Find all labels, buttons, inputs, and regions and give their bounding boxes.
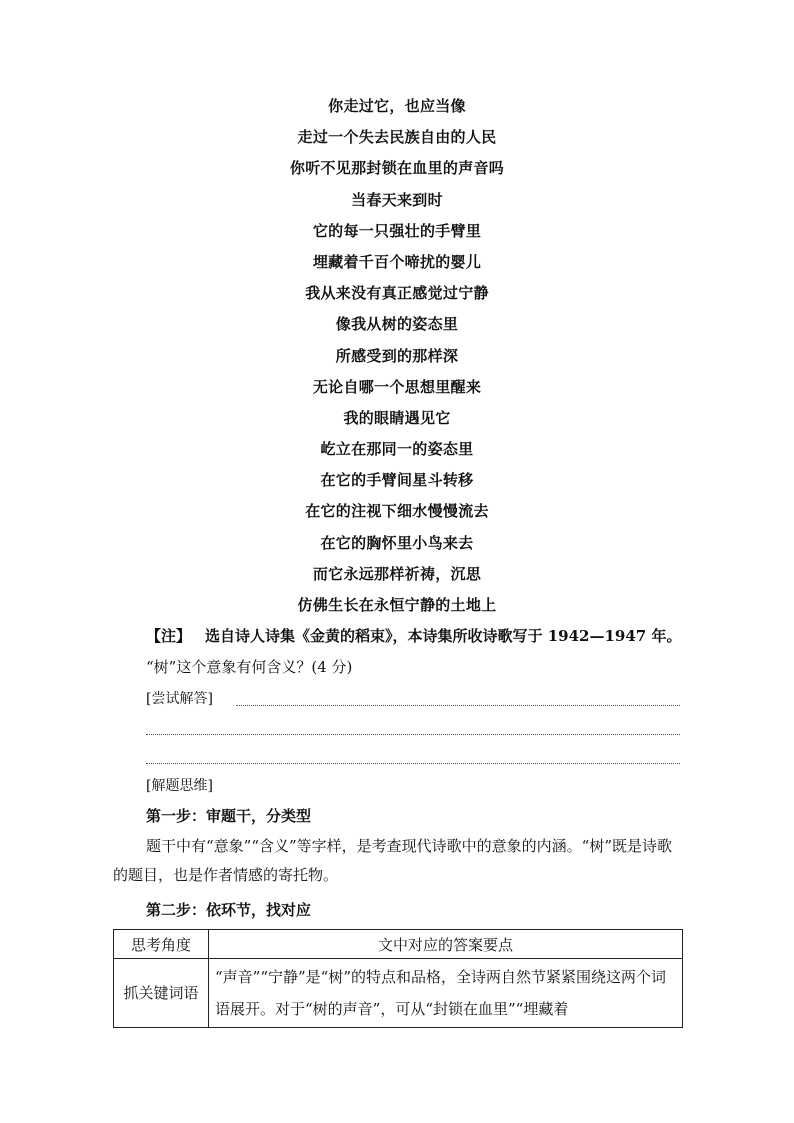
poem-line: 而它永远那样祈祷，沉思 — [312, 564, 482, 583]
table-cell-point: “声音”“宁静”是“树”的特点和品格，全诗两自然节紧紧围绕这两个词语展开。对于“树的声音”，可从“封锁在血里”“埋藏着 — [209, 959, 683, 1028]
poem — [0, 92, 794, 622]
poem-line: 在它的注视下细水慢慢流去 — [305, 502, 489, 521]
answer-line[interactable] — [146, 763, 680, 764]
step-one-body — [113, 832, 683, 890]
poem-line: 走过一个失去民族自由的人民 — [297, 128, 497, 147]
answer-table — [113, 929, 683, 1028]
note-text: 选自诗人诗集《金黄的稻束》，本诗集所收诗歌写于 1942—1947 年。 — [205, 627, 682, 645]
poem-note — [146, 626, 706, 646]
poem-line: 所感受到的那样深 — [335, 346, 459, 365]
table-header-point: 文中对应的答案要点 — [209, 930, 683, 959]
poem-line: 在它的胸怀里小鸟来去 — [320, 533, 474, 552]
thinking-label: [解题思维] — [146, 778, 213, 794]
poem-line: 仿佛生长在永恒宁静的土地上 — [297, 596, 497, 614]
poem-line: 你听不见那封锁在血里的声音吗 — [289, 159, 505, 178]
poem-line: 它的每一只强壮的手臂里 — [312, 221, 482, 240]
try-answer-label: [尝试解答] — [146, 691, 213, 707]
table-cell-angle: 抓关键词语 — [114, 959, 209, 1028]
answer-line[interactable] — [146, 734, 680, 735]
table-header-angle: 思考角度 — [114, 930, 209, 959]
poem-line: 你走过它，也应当像 — [328, 97, 466, 115]
note-label: 【注】 — [146, 627, 192, 645]
poem-line: 埋藏着千百个啼扰的婴儿 — [312, 252, 482, 271]
table-row — [114, 959, 683, 1028]
poem-line: 我从来没有真正感觉过宁静 — [305, 284, 489, 303]
step-one-text: 题干中有“意象”“含义”等字样，是考查现代诗歌中的意象的内涵。“树”既是诗歌的题目，也是作者情感的寄托物。 — [113, 837, 673, 884]
step-one-title: 第一步：审题干，分类型 — [146, 807, 312, 825]
table-header-row — [114, 930, 683, 959]
poem-line: 我的眼睛遇见它 — [343, 408, 451, 427]
poem-line: 无论自哪一个思想里醒来 — [312, 377, 482, 396]
answer-line[interactable] — [236, 705, 680, 706]
step-two-title: 第二步：依环节，找对应 — [146, 901, 312, 919]
poem-line: 屹立在那同一的姿态里 — [320, 440, 474, 459]
question-text: “树”这个意象有何含义？(4 分) — [146, 658, 353, 676]
poem-line: 在它的手臂间星斗转移 — [320, 471, 474, 490]
poem-line: 当春天来到时 — [351, 190, 443, 209]
poem-line: 像我从树的姿态里 — [335, 315, 459, 334]
